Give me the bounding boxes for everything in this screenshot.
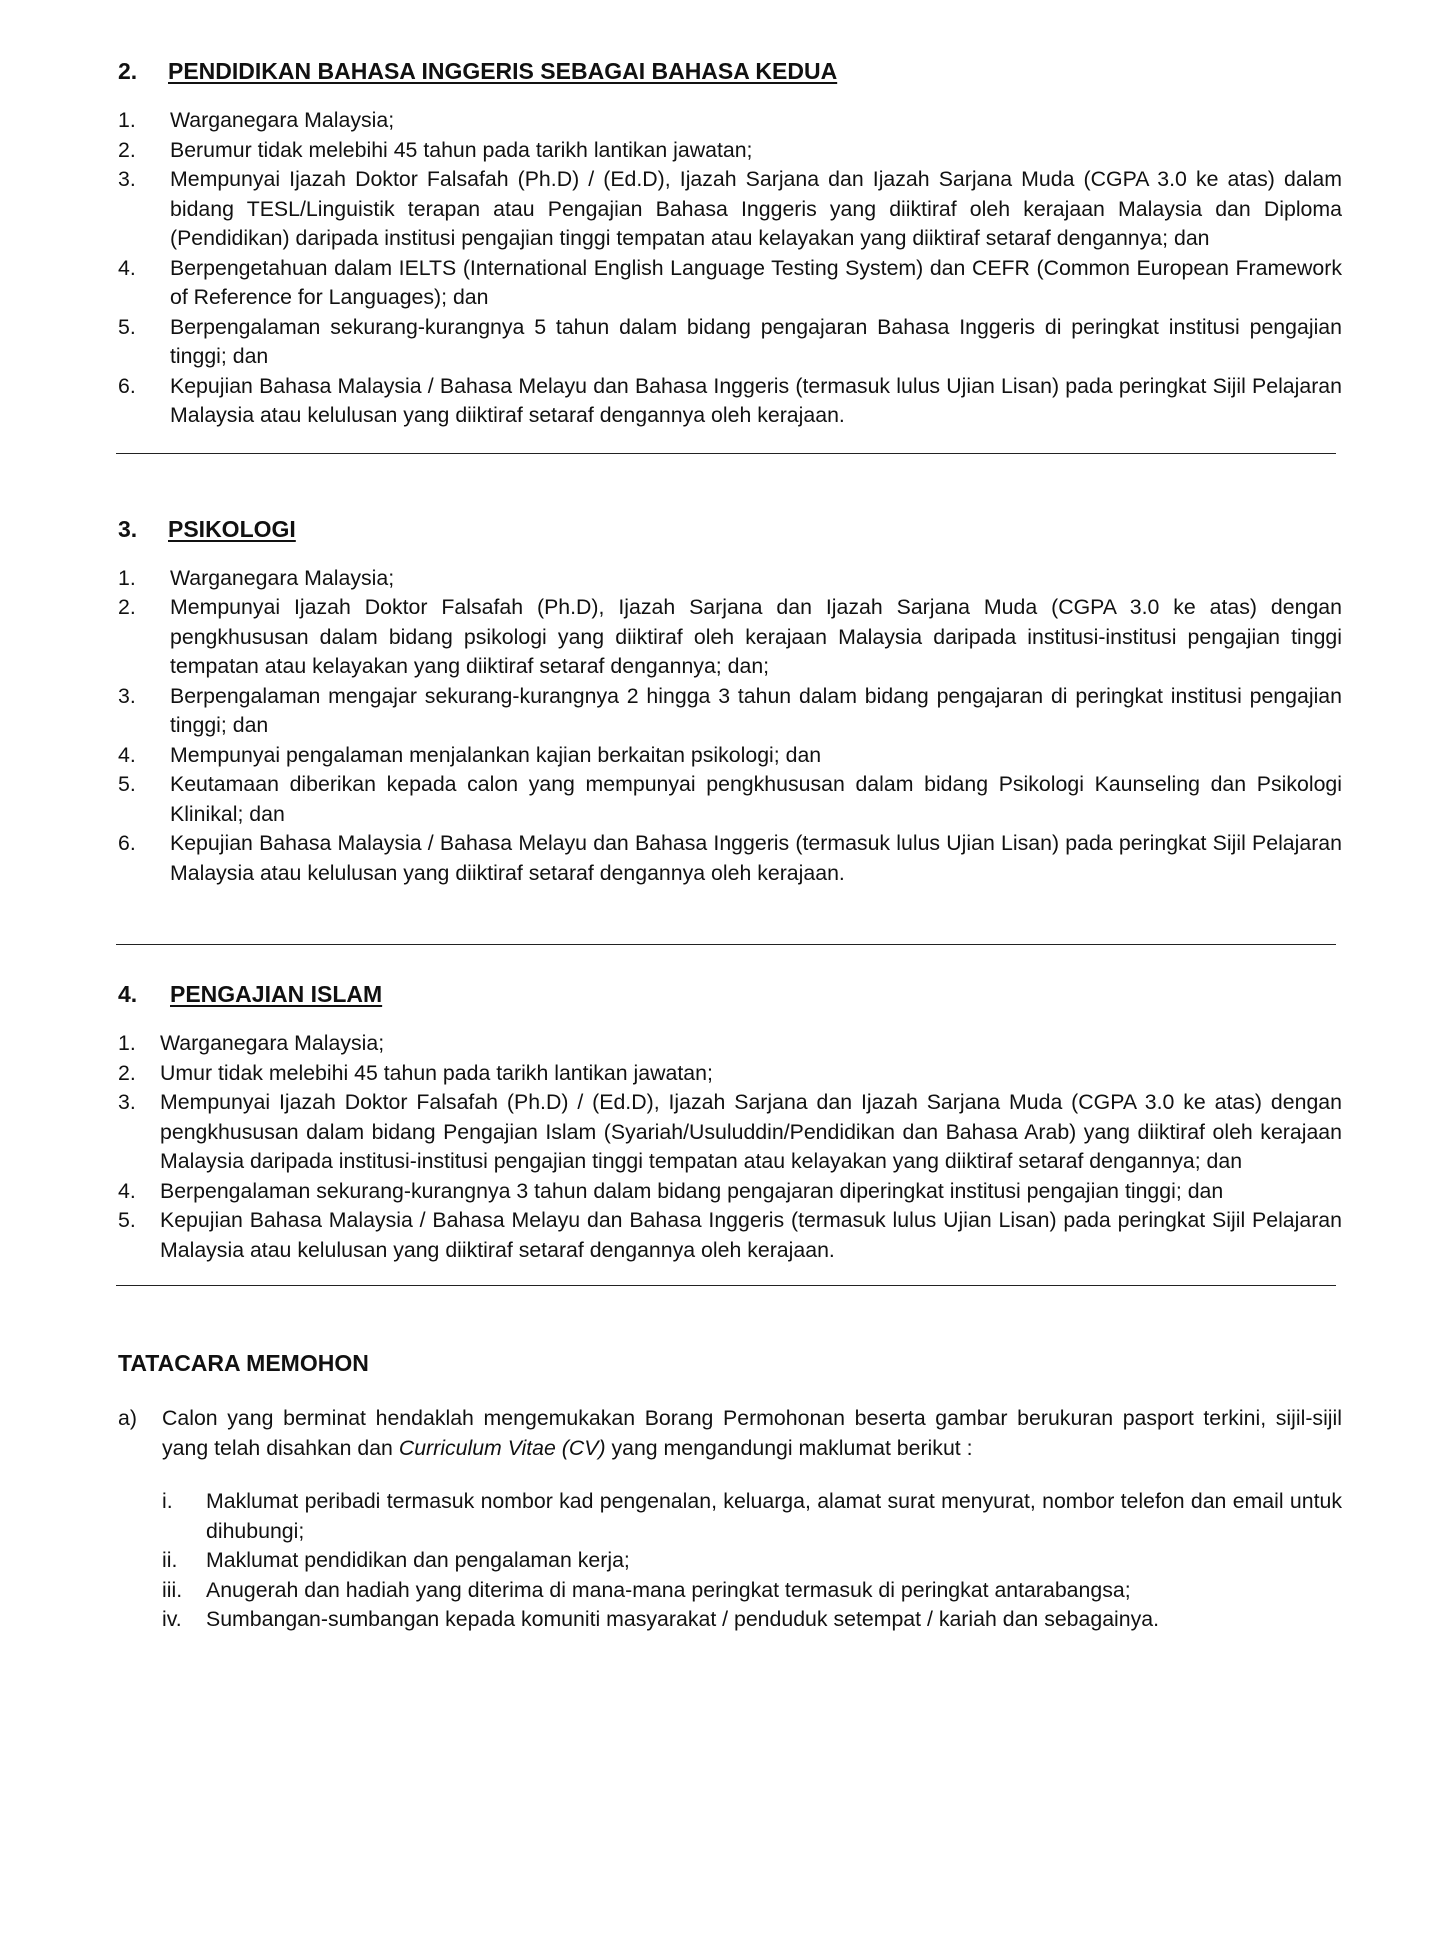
divider-line: [116, 1285, 1336, 1286]
item-number: 3.: [118, 167, 136, 191]
item-number: 1.: [118, 1031, 136, 1055]
list-item: [118, 1206, 1342, 1265]
item-text: Berpengalaman sekurang-kurangnya 5 tahun dalam bidang pengajaran Bahasa Inggeris di peringkat institusi pengajian tinggi; dan: [170, 314, 1342, 368]
list-item: [118, 165, 1342, 254]
list-item: [162, 1487, 1342, 1546]
list-item: [118, 136, 1342, 166]
item-number: 5.: [118, 772, 136, 796]
list-item: [118, 372, 1342, 431]
list-item: [118, 106, 1342, 136]
item-number: 5.: [118, 1208, 136, 1232]
item-text: Warganegara Malaysia;: [160, 1031, 385, 1055]
procedure-heading: TATACARA MEMOHON: [118, 1350, 369, 1376]
section-english: [118, 56, 1342, 431]
list-item: [118, 313, 1342, 372]
list-item: [162, 1605, 1342, 1635]
item-number: 4.: [118, 1178, 136, 1203]
item-number: 1.: [118, 108, 136, 132]
item-text: Mempunyai Ijazah Doktor Falsafah (Ph.D) / (Ed.D), Ijazah Sarjana dan Ijazah Sarjana Muda (CGPA 3.0 ke atas) dengan pengkhususan dalam bidang Pengajian Islam (Syariah/Usuluddin/Pendidikan dan Bahasa Arab) yang diiktiraf oleh kerajaan Malaysia daripada institusi-institusi pengajian tinggi tempatan atau kelayakan yang diiktiraf setaraf dengannya; dan: [160, 1090, 1342, 1173]
item-number: 6.: [118, 373, 136, 398]
item-number: 5.: [118, 314, 136, 339]
divider-line: [116, 453, 1336, 454]
section-title: PENGAJIAN ISLAM: [170, 981, 383, 1007]
list-item: [118, 741, 1342, 771]
list-item: [118, 829, 1342, 888]
list-item: [118, 593, 1342, 682]
information-list: [162, 1487, 1342, 1635]
requirement-list: [118, 106, 1342, 431]
list-item: [118, 1177, 1342, 1207]
item-text: Maklumat peribadi termasuk nombor kad pengenalan, keluarga, alamat surat menyurat, nombor telefon dan email untuk dihubungi;: [206, 1489, 1342, 1543]
item-number: 2.: [118, 595, 136, 619]
item-text: Anugerah dan hadiah yang diterima di mana-mana peringkat termasuk di peringkat antarabangsa;: [206, 1577, 1131, 1602]
requirement-list: [118, 564, 1342, 889]
item-number: 2.: [118, 137, 136, 162]
item-text: Warganegara Malaysia;: [170, 108, 395, 132]
requirement-list: [118, 1029, 1342, 1265]
item-text: Kepujian Bahasa Malaysia / Bahasa Melayu dan Bahasa Inggeris (termasuk lulus Ujian Lisan) pada peringkat Sijil Pelajaran Malaysia atau kelulusan yang diiktiraf setaraf dengannya oleh kerajaan.: [170, 831, 1342, 885]
section-heading: [118, 979, 1342, 1009]
item-text: Berpengalaman sekurang-kurangnya 3 tahun dalam bidang pengajaran diperingkat institusi pengajian tinggi; dan: [160, 1178, 1224, 1203]
list-item: [162, 1546, 1342, 1576]
list-item: [118, 682, 1342, 741]
item-text: Keutamaan diberikan kepada calon yang mempunyai pengkhususan dalam bidang Psikologi Kaunseling dan Psikologi Klinikal; dan: [170, 772, 1342, 826]
item-number: 3.: [118, 683, 136, 708]
item-text: Maklumat pendidikan dan pengalaman kerja;: [206, 1548, 630, 1572]
section-title: PENDIDIKAN BAHASA INGGERIS SEBAGAI BAHASA KEDUA: [168, 58, 838, 84]
paragraph-text-italic: Curriculum Vitae (CV): [398, 1435, 606, 1460]
item-text: Berpengalaman mengajar sekurang-kurangnya 2 hingga 3 tahun dalam bidang pengajaran di peringkat institusi pengajian tinggi; dan: [170, 683, 1342, 737]
section-number: 2.: [118, 58, 138, 84]
list-item: [118, 1088, 1342, 1177]
item-number: 1.: [118, 565, 136, 590]
item-number: iii.: [162, 1577, 183, 1602]
list-item: [118, 1029, 1342, 1059]
paragraph-text-end: yang mengandungi maklumat berikut :: [605, 1435, 973, 1460]
section-number: 4.: [118, 981, 138, 1007]
list-item: [162, 1576, 1342, 1606]
item-number: iv.: [162, 1607, 182, 1631]
item-number: 2.: [118, 1060, 136, 1085]
item-text: Mempunyai Ijazah Doktor Falsafah (Ph.D), Ijazah Sarjana dan Ijazah Sarjana Muda (CGPA 3.0 ke atas) dengan pengkhususan dalam bidang psikologi yang diiktiraf oleh kerajaan Malaysia daripada institusi-institusi pengajian tinggi tempatan atau kelayakan yang diiktiraf setaraf dengannya; dan;: [170, 595, 1342, 678]
paragraph-text: [162, 1404, 1342, 1463]
section-number: 3.: [118, 515, 138, 542]
item-text: Kepujian Bahasa Malaysia / Bahasa Melayu dan Bahasa Inggeris (termasuk lulus Ujian Lisan) pada peringkat Sijil Pelajaran Malaysia atau kelulusan yang diiktiraf setaraf dengannya oleh kerajaan.: [160, 1208, 1342, 1262]
divider-line: [116, 944, 1336, 945]
item-text: Mempunyai Ijazah Doktor Falsafah (Ph.D) / (Ed.D), Ijazah Sarjana dan Ijazah Sarjana Muda (CGPA 3.0 ke atas) dalam bidang TESL/Linguistik terapan atau Pengajian Bahasa Inggeris yang diiktiraf oleh kerajaan Malaysia dan Diploma (Pendidikan) daripada institusi pengajian tinggi tempatan atau kelayakan yang diiktiraf setaraf dengannya; dan: [170, 167, 1342, 250]
section-heading: [118, 514, 1342, 544]
section-heading: [118, 56, 1342, 86]
item-number: i.: [162, 1489, 173, 1513]
section-islamic-studies: [118, 979, 1342, 1265]
list-item: [118, 254, 1342, 313]
list-item: [118, 770, 1342, 829]
item-text: Kepujian Bahasa Malaysia / Bahasa Melayu dan Bahasa Inggeris (termasuk lulus Ujian Lisan) pada peringkat Sijil Pelajaran Malaysia atau kelulusan yang diiktiraf setaraf dengannya oleh kerajaan.: [170, 373, 1342, 427]
paragraph-number: a): [118, 1406, 137, 1430]
item-text: Warganegara Malaysia;: [170, 565, 395, 590]
item-number: ii.: [162, 1548, 178, 1572]
list-item: [118, 1059, 1342, 1089]
item-number: 4.: [118, 255, 136, 280]
section-psychology: [118, 514, 1342, 889]
item-text: Berumur tidak melebihi 45 tahun pada tarikh lantikan jawatan;: [170, 137, 753, 162]
list-item: [118, 564, 1342, 594]
section-application-procedure: [118, 1348, 1342, 1635]
item-text: Mempunyai pengalaman menjalankan kajian berkaitan psikologi; dan: [170, 742, 822, 767]
item-number: 4.: [118, 742, 136, 767]
item-text: Sumbangan-sumbangan kepada komuniti masyarakat / penduduk setempat / kariah dan sebagainya.: [206, 1607, 1160, 1631]
item-number: 3.: [118, 1090, 136, 1114]
item-text: Berpengetahuan dalam IELTS (International English Language Testing System) dan CEFR (Common European Framework of Reference for Languages); dan: [170, 255, 1342, 309]
item-number: 6.: [118, 831, 136, 855]
procedure-paragraph: [118, 1404, 1342, 1463]
section-title: PSIKOLOGI: [168, 515, 296, 542]
paragraph-text-start: Calon yang berminat hendaklah mengemukakan Borang Permohonan beserta gambar berukuran pasport terkini, sijil-sijil yang telah disahkan dan: [162, 1406, 1342, 1460]
item-text: Umur tidak melebihi 45 tahun pada tarikh lantikan jawatan;: [160, 1060, 713, 1085]
